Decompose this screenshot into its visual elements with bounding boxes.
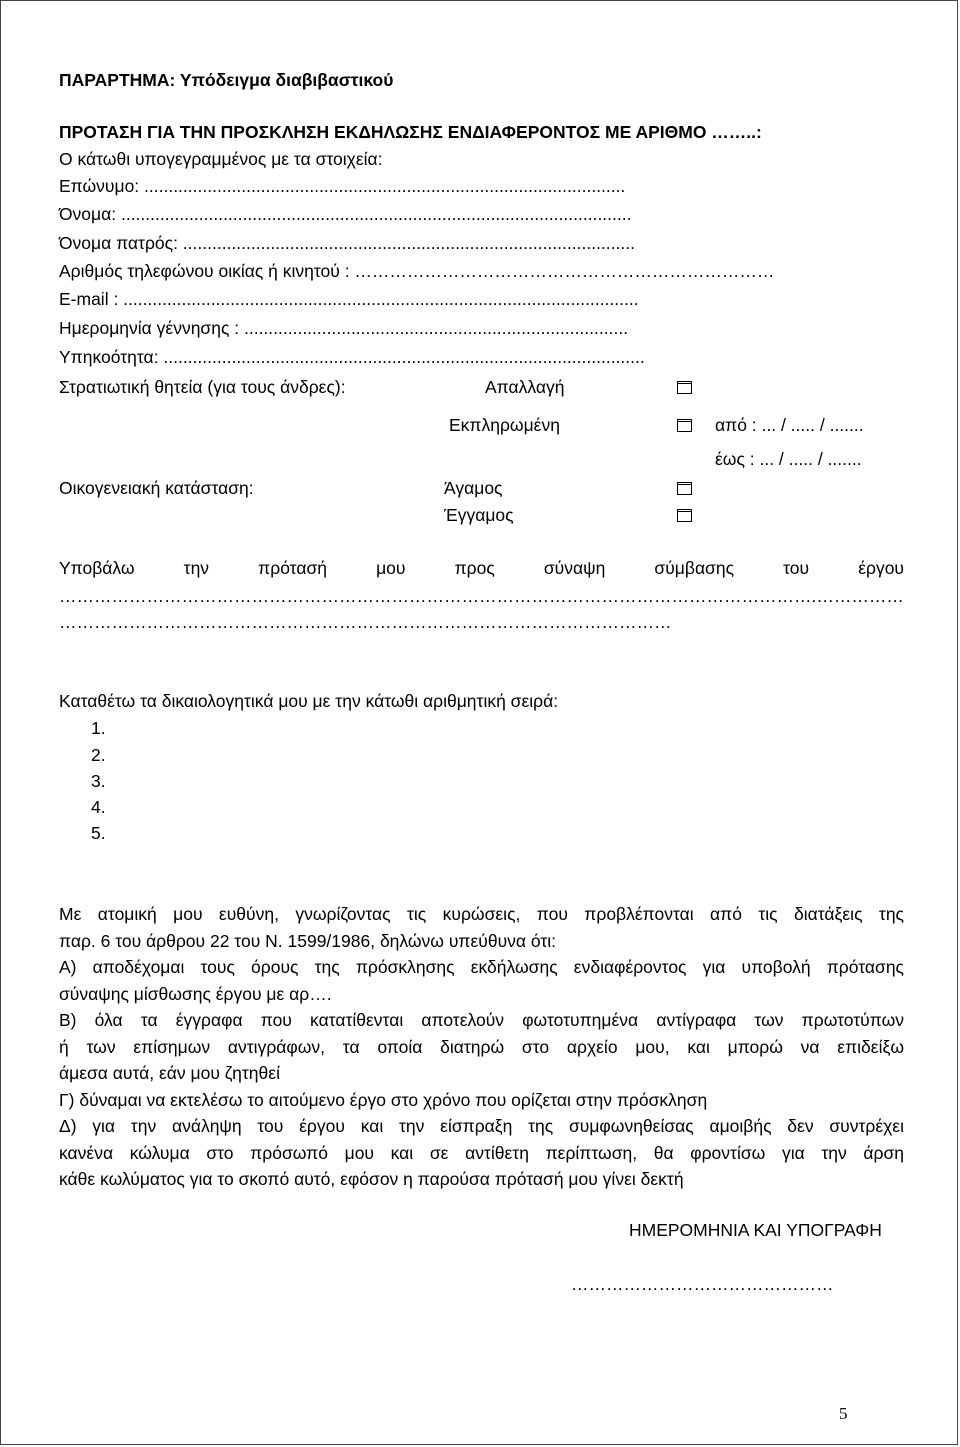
phone-field: Αριθμός τηλεφώνου οικίας ή κινητού : ……………………………………………………………… [59, 261, 775, 281]
page-number: 5 [839, 1404, 848, 1423]
military-label: Στρατιωτική θητεία (για τους άνδρες): [59, 377, 346, 397]
military-from-date: από : ... / ..... / ....... [715, 415, 864, 435]
declaration-a-1: Α) αποδέχομαι τους όρους της πρόσκλησης εκδήλωσης ενδιαφέροντος για υποβολή πρότασης [59, 957, 904, 977]
military-exempt-label: Απαλλαγή [485, 377, 565, 397]
email-field: E-mail : .......................................................................................................... [59, 289, 639, 309]
declaration-block [59, 901, 904, 1193]
documents-item-3: 3. [91, 771, 106, 791]
declaration-b-1: Β) όλα τα έγγραφα που κατατίθενται αποτελούν φωτοτυπημένα αντίγραφα των πρωτοτύπων [59, 1010, 904, 1030]
declaration-c-1: Γ) δύναμαι να εκτελέσω το αιτούμενο έργο στο χρόνο που ορίζεται στην πρόσκληση [59, 1089, 708, 1110]
project-dots-line-2: …………………………………………………………………………………………… [59, 612, 672, 632]
military-exempt-checkbox[interactable] [677, 381, 692, 394]
signature-dots: ……………………………………… [571, 1274, 834, 1294]
declaration-b-3: άμεσα αυτά, εάν μου ζητηθεί [59, 1063, 280, 1083]
documents-item-1: 1. [91, 718, 106, 738]
submit-sentence: Υποβάλω την πρότασή μου προς σύναψη σύμβασης του έργου [59, 558, 904, 578]
citizenship-field: Υπηκοότητα: ................................................................................................... [59, 347, 645, 367]
marital-single-label: Άγαμος [444, 478, 503, 498]
declaration-a-2: σύναψης μίσθωσης έργου με αρ…. [59, 983, 332, 1004]
marital-married-checkbox[interactable] [677, 509, 692, 522]
signature-label: ΗΜΕΡΟΜΗΝΙΑ ΚΑΙ ΥΠΟΓΡΑΦΗ [629, 1220, 882, 1240]
documents-item-5: 5. [91, 823, 106, 843]
documents-intro: Καταθέτω τα δικαιολογητικά μου με την κάτωθι αριθμητική σειρά: [59, 691, 559, 711]
military-completed-checkbox[interactable] [677, 419, 692, 432]
intro-text: Ο κάτωθι υπογεγραμμένος με τα στοιχεία: [59, 149, 383, 169]
birth-date-field: Ημερομηνία γέννησης : ............................................................................... [59, 318, 629, 338]
military-completed-label: Εκπληρωμένη [449, 415, 560, 435]
documents-item-4: 4. [91, 797, 106, 817]
declaration-line-2: παρ. 6 του άρθρου 22 του Ν. 1599/1986, δηλώνω υπεύθυνα ότι: [59, 930, 557, 951]
annex-title: ΠΑΡΑΡΤΗΜΑ: Υπόδειγμα διαβιβαστικού [59, 70, 394, 90]
military-to-date: έως : ... / ..... / ....... [715, 449, 862, 469]
declaration-b-2: ή των επίσημων αντιγράφων, τα οποία διατηρώ στο αρχείο μου, και μπορώ να επιδείξω [59, 1036, 904, 1057]
marital-label: Οικογενειακή κατάσταση: [59, 478, 254, 498]
name-field: Όνομα: ......................................................................................................... [59, 204, 632, 224]
declaration-d-3: κάθε κωλύματος για το σκοπό αυτό, εφόσον η παρούσα πρότασή μου γίνει δεκτή [59, 1169, 684, 1189]
declaration-d-2: κανένα κώλυμα στο πρόσωπό μου και σε αντίθετη περίπτωση, θα φροντίσω για την άρση [59, 1142, 904, 1163]
declaration-line-1: Με ατομική μου ευθύνη, γνωρίζοντας τις κυρώσεις, που προβλέπονται από τις διατάξεις της [59, 904, 904, 924]
marital-single-checkbox[interactable] [677, 482, 692, 495]
father-name-field: Όνομα πατρός: ............................................................................................. [59, 233, 635, 253]
declaration-d-1: Δ) για την ανάληψη του έργου και την είσπραξη της συμφωνηθείσας αμοιβής δεν συντρέχει [59, 1116, 904, 1136]
marital-married-label: Έγγαμος [444, 505, 514, 525]
project-dots-line-1: ………………………………………………………………………………………………………………….…………… [59, 586, 904, 606]
documents-item-2: 2. [91, 745, 106, 765]
surname-field: Επώνυμο: ................................................................................................... [59, 176, 626, 196]
proposal-title: ΠΡΟΤΑΣΗ ΓΙΑ ΤΗΝ ΠΡΟΣΚΛΗΣΗ ΕΚΔΗΛΩΣΗΣ ΕΝΔΙΑΦΕΡΟΝΤΟΣ ΜΕ ΑΡΙΘΜΟ ……..: [59, 122, 762, 142]
